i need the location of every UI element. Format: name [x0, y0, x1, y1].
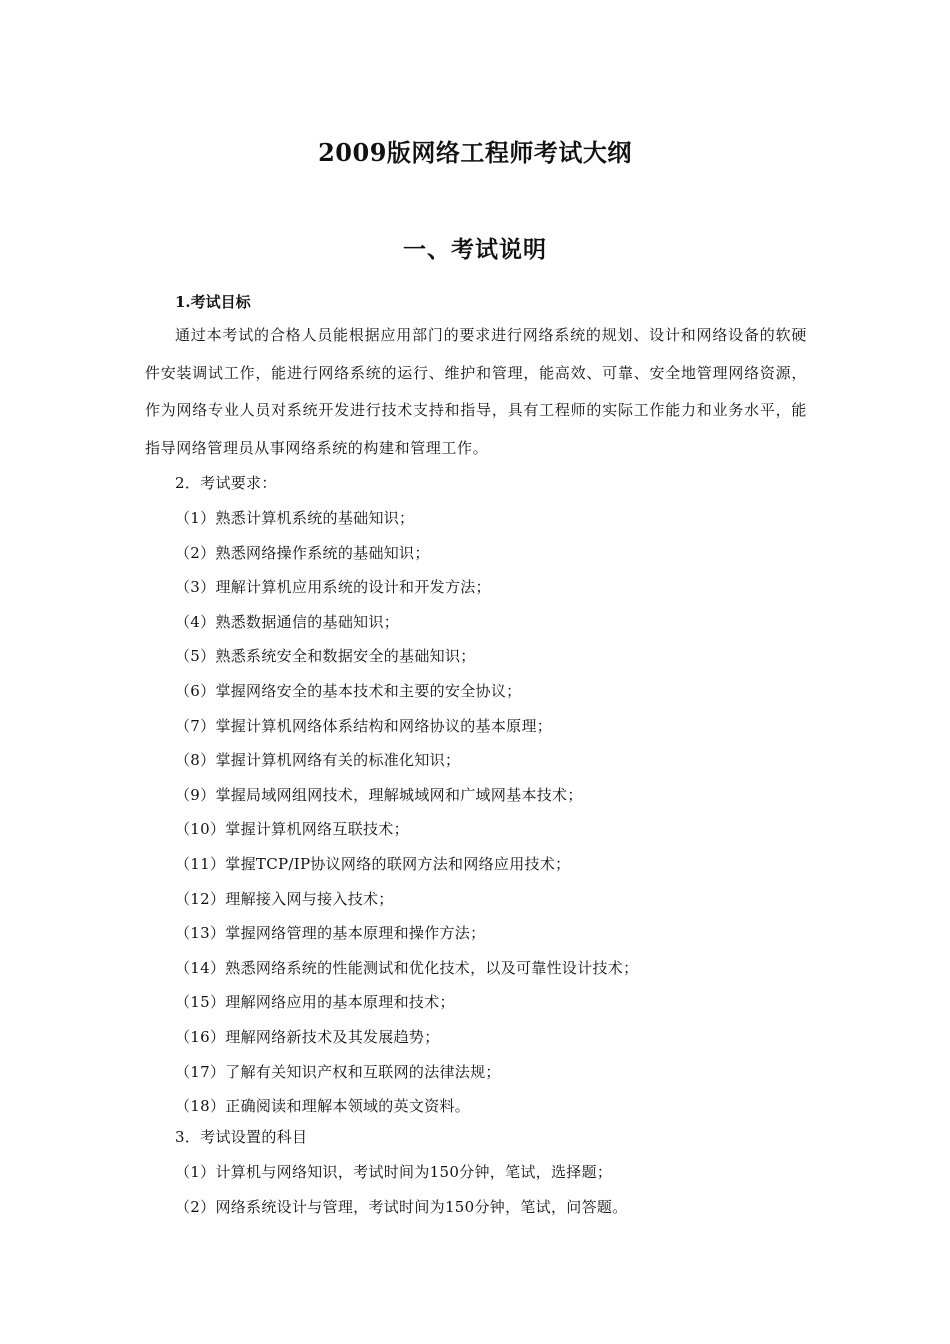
list-item: （11）掌握TCP/IP协议网络的联网方法和网络应用技术； [175, 854, 571, 873]
list-item: （14）熟悉网络系统的性能测试和优化技术，以及可靠性设计技术； [175, 958, 639, 977]
list-item: （1）计算机与网络知识，考试时间为150分钟，笔试，选择题； [175, 1163, 613, 1181]
list-item: （13）掌握网络管理的基本原理和操作方法； [175, 924, 486, 943]
list-item: （6）掌握网络安全的基本技术和主要的安全协议； [175, 681, 522, 700]
list-item: （18）正确阅读和理解本领域的英文资料。 [175, 1097, 471, 1116]
subjects-heading: 3．考试设置的科目 [175, 1128, 308, 1146]
section-heading: 一、考试说明 [403, 236, 547, 263]
list-item: （15）理解网络应用的基本原理和技术； [175, 993, 455, 1012]
list-item: （7）掌握计算机网络体系结构和网络协议的基本原理； [175, 716, 553, 735]
goal-heading: 1.考试目标 [175, 293, 251, 311]
subjects-list [175, 1161, 627, 1230]
list-item: （2）熟悉网络操作系统的基础知识； [175, 543, 430, 562]
requirements-list [175, 507, 638, 1130]
list-item: （16）理解网络新技术及其发展趋势； [175, 1027, 440, 1046]
list-item: （1）熟悉计算机系统的基础知识； [175, 509, 415, 527]
list-item: （17）了解有关知识产权和互联网的法律法规； [175, 1062, 501, 1081]
goal-paragraph: 通过本考试的合格人员能根据应用部门的要求进行网络系统的规划、设计和网络设备的软硬件安装调试工作，能进行网络系统的运行、维护和管理，能高效、可靠、安全地管理网络资源，作为网络专业人员对系统开发进行技术支持和指导，具有工程师的实际工作能力和业务水平，能指导网络管理员从事网络系统的构建和管理工作。 [145, 326, 807, 457]
list-item: （9）掌握局域网组网技术，理解城域网和广域网基本技术； [175, 785, 583, 804]
list-item: （12）理解接入网与接入技术； [175, 889, 394, 908]
list-item: （3）理解计算机应用系统的设计和开发方法； [175, 578, 491, 597]
list-item: （10）掌握计算机网络互联技术； [175, 820, 409, 839]
list-item: （4）熟悉数据通信的基础知识； [175, 612, 400, 631]
document-title: 2009版网络工程师考试大纲 [318, 138, 632, 167]
list-item: （8）掌握计算机网络有关的标准化知识； [175, 751, 461, 770]
list-item: （2）网络系统设计与管理，考试时间为150分钟，笔试，问答题。 [175, 1197, 628, 1216]
list-item: （5）熟悉系统安全和数据安全的基础知识； [175, 647, 476, 666]
requirements-heading: 2．考试要求： [175, 474, 277, 492]
